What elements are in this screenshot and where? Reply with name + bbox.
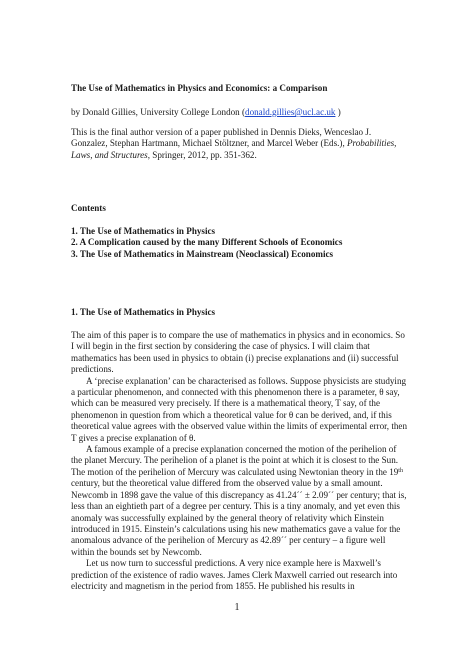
byline-close: ) [335,107,341,117]
paragraph: Let us now turn to successful predictions. A very nice example here is Maxwell’s prediction of the existence of radio waves. James Clerk Maxwell carried out research into electricity and magnetism in the period from 1855. He published his results in [71,558,398,591]
paragraph-text: century, but the theoretical value differed from the observed value by a small amount. Newcomb in 1898 gave the value of this discrepancy as 41.24´´ ± 2.09´´ per century; that is, less than an eightieth part of a degree per century. This is a tiny anomaly, and yet even this anomaly was successfully explained by the general theory of relativity which Einstein introduced in 1915. Einstein’s calculations using his new mathematics gave a value for the anomalous advance of the perihelion of Mercury as 42.89´´ per century – a figure well within the bounds set by Newcomb. [71,478,407,557]
section-body [71,330,407,592]
paragraph-text: A famous example of a precise explanation concerned the motion of the perihelion of the planet Mercury. The perihelion of a planet is the point at which it is closest to the Sun. The motion of the perihelion of Mercury was calculated using Newtonian theory in the 19 [71,444,399,477]
paragraph: A ‘precise explanation’ can be characterised as follows. Suppose physicists are studying a particular phenomenon, and connected with this phenomenon there is a parameter, θ say, which can be measured very precisely. If there is a mathematical theory, T say, of the phenomenon in question from which a theoretical value for θ can be derived, and, if this theoretical value agrees with the observed value within the limits of experimental error, then T gives a precise explanation of θ. [71,375,407,443]
table-of-contents [71,226,407,260]
section-heading: 1. The Use of Mathematics in Physics [71,307,216,317]
byline-text: by Donald Gillies, University College London ( [71,107,246,117]
page-number: 1 [234,602,240,613]
paragraph [71,444,407,558]
publication-note-text: This is the final author version of a paper published in Dennis Dieks, Wenceslao J. Gonzalez, Stephan Hartmann, Michael Stöltzner, and Marcel Weber (Eds.), [71,127,372,149]
contents-heading: Contents [71,203,106,213]
author-email-link[interactable]: donald.gillies@ucl.ac.uk [245,107,336,117]
book-title: Probabilities, Laws, and Structures [71,138,397,160]
author-byline [71,107,407,118]
publication-note-end: , Springer, 2012, pp. 351-362. [147,149,257,160]
toc-item: 1. The Use of Mathematics in Physics [71,226,216,236]
toc-item: 3. The Use of Mathematics in Mainstream (Neoclassical) Economics [71,248,334,259]
toc-item: 2. A Complication caused by the many Different Schools of Economics [71,237,343,248]
paragraph: The aim of this paper is to compare the use of mathematics in physics and in economics. So I will begin in the first section by considering the case of physics. I will claim that mathematics has been used in physics to obtain (i) precise explanations and (ii) successful predictions. [71,330,405,375]
superscript: th [398,467,403,474]
publication-note [71,127,407,161]
paper-title: The Use of Mathematics in Physics and Economics: a Comparison [71,83,328,93]
